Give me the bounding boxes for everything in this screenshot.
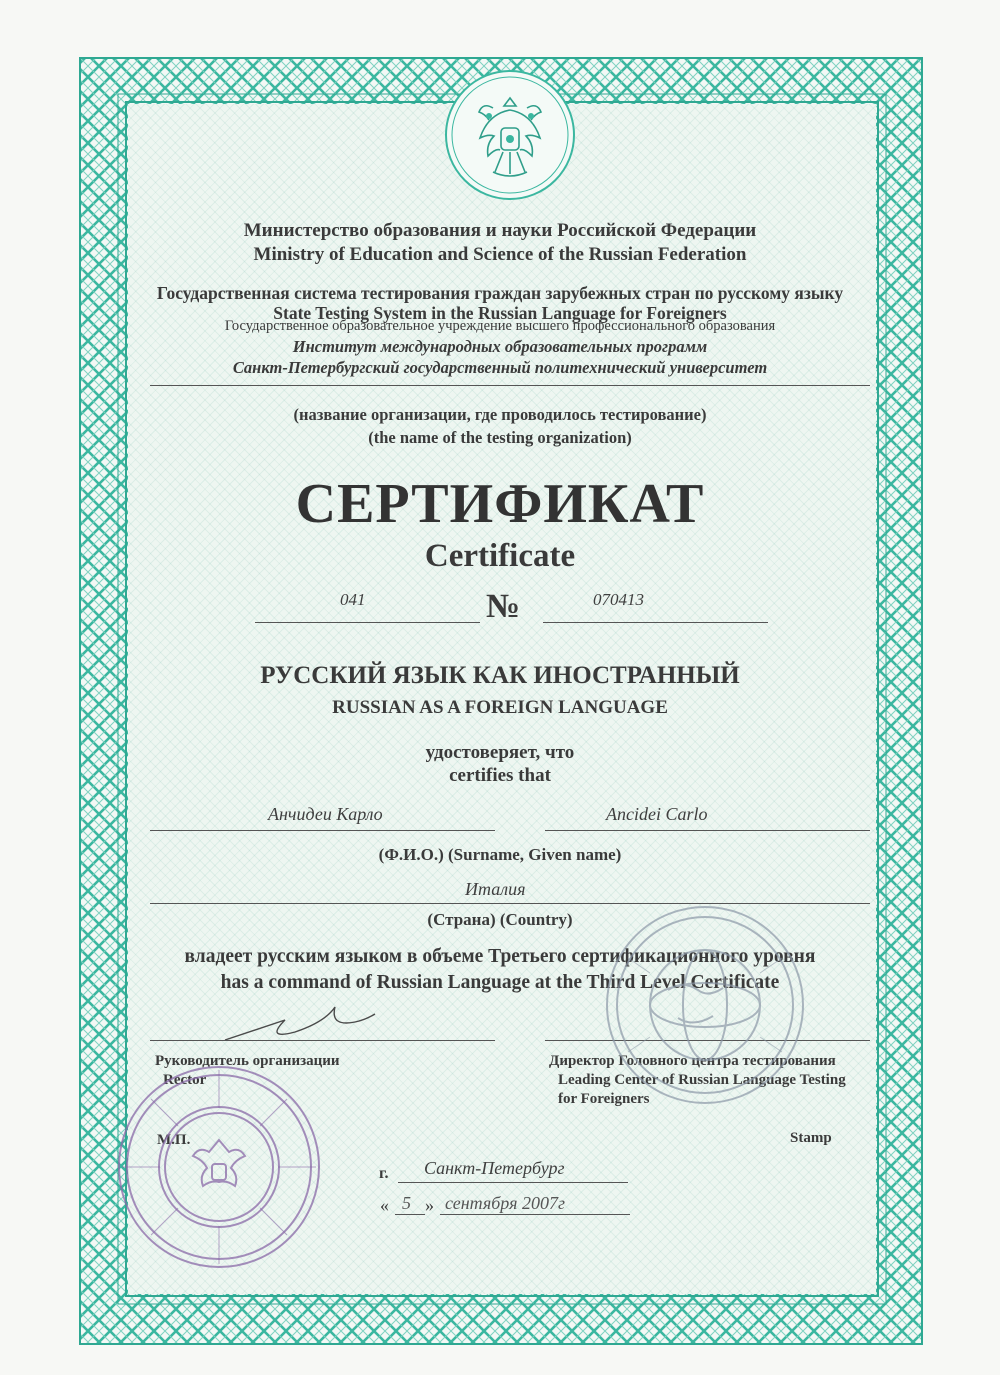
date-open-quote: « xyxy=(380,1195,389,1215)
certificate-number: 070413 xyxy=(593,590,644,609)
city-underline xyxy=(398,1182,628,1183)
city-prefix: г. xyxy=(379,1165,389,1182)
organization-caption-ru: (название организации, где проводилось тестирование) xyxy=(293,405,707,424)
organization-line-1: Государственное образовательное учреждение высшего профессионального образования xyxy=(224,318,776,334)
director-label-en-1: Leading Center of Russian Language Testing xyxy=(558,1072,846,1088)
certificate-title-ru: СЕРТИФИКАТ xyxy=(295,473,705,535)
number-underline xyxy=(543,622,768,623)
organization-caption-en: (the name of the testing organization) xyxy=(368,428,632,447)
certifies-en: certifies that xyxy=(449,765,551,786)
level-en: has a command of Russian Language at the Third Level Certificate xyxy=(220,972,780,993)
russian-double-headed-eagle-icon xyxy=(443,68,577,202)
name-ru-underline xyxy=(150,830,495,831)
day-underline xyxy=(395,1214,425,1215)
organization-underline xyxy=(150,385,870,386)
holder-country: Италия xyxy=(465,879,526,899)
date-day: 5 xyxy=(402,1193,411,1213)
date-close-quote: » xyxy=(425,1195,434,1215)
name-caption: (Ф.И.О.) (Surname, Given name) xyxy=(378,845,622,864)
university-seal xyxy=(112,1060,327,1275)
country-caption: (Страна) (Country) xyxy=(427,910,573,929)
director-label-en-2: for Foreigners xyxy=(558,1091,650,1107)
ministry-en: Ministry of Education and Science of the Russian Federation xyxy=(253,244,747,265)
rector-label-en: Rector xyxy=(163,1072,207,1088)
mp-label: М.П. xyxy=(157,1132,191,1148)
testing-system-en: State Testing System in the Russian Language for Foreigners xyxy=(273,303,727,323)
number-sign: № xyxy=(486,588,521,625)
issue-city: Санкт-Петербург xyxy=(424,1158,565,1178)
rector-signature-line xyxy=(150,1040,495,1041)
series-underline xyxy=(255,622,480,623)
testing-system-ru: Государственная система тестирования граждан зарубежных стран по русскому языку xyxy=(156,283,844,303)
organization-line-3: Санкт-Петербургский государственный политехнический университет xyxy=(232,358,768,377)
stamp-label: Stamp xyxy=(790,1130,832,1146)
organization-line-2: Институт международных образовательных программ xyxy=(292,337,708,356)
rector-label-ru: Руководитель организации xyxy=(155,1053,340,1069)
name-en-underline xyxy=(545,830,870,831)
holder-name-en: Ancidei Carlo xyxy=(606,804,708,824)
certifies-ru: удостоверяет, что xyxy=(425,742,575,763)
date-underline xyxy=(440,1214,630,1215)
holder-name-ru: Анчидеи Карло xyxy=(268,804,383,824)
level-ru: владеет русским языком в объеме Третьего сертификационного уровня xyxy=(184,946,816,967)
testing-center-seal xyxy=(598,898,813,1113)
subject-en: RUSSIAN AS A FOREIGN LANGUAGE xyxy=(332,697,668,718)
subject-ru: РУССКИЙ ЯЗЫК КАК ИНОСТРАННЫЙ xyxy=(260,662,740,689)
certificate-title-en: Certificate xyxy=(424,538,576,574)
director-label-ru: Директор Головного центра тестирования xyxy=(549,1053,836,1069)
certificate-series: 041 xyxy=(340,590,366,609)
rector-signature xyxy=(220,1000,380,1050)
date-month-year: сентября 2007г xyxy=(445,1193,565,1213)
ministry-ru: Министерство образования и науки Российской Федерации xyxy=(243,220,757,241)
